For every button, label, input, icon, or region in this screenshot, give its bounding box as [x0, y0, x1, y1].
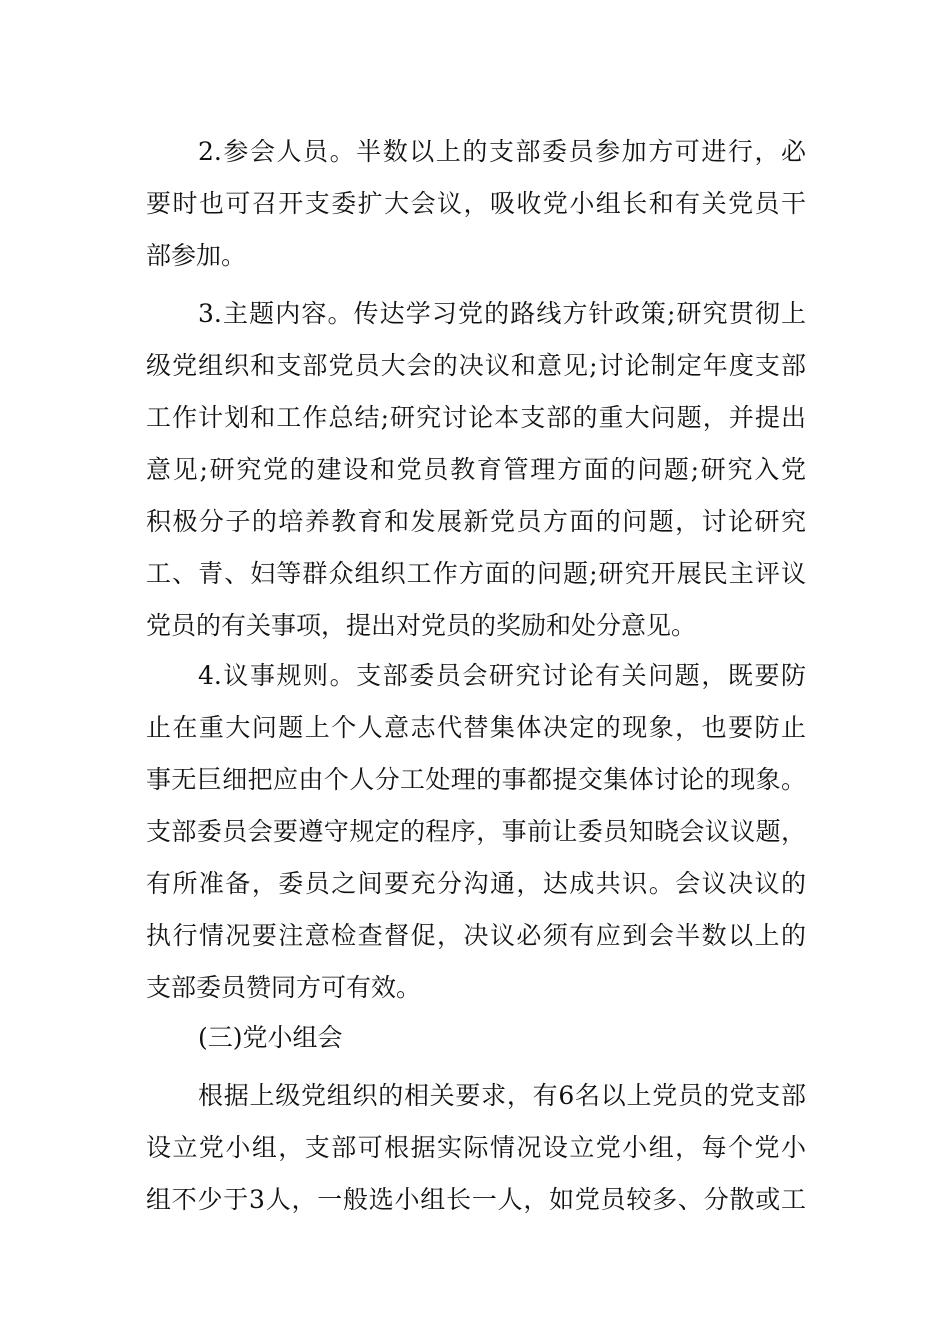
paragraph-line: 执行情况要注意检查督促，决议必须有应到会半数以上的 [146, 921, 806, 950]
paragraph-line: 工、青、妇等群众组织工作方面的问题;研究开展民主评议 [146, 559, 806, 588]
paragraph-line: 事无巨细把应由个人分工处理的事都提交集体讨论的现象。 [146, 765, 806, 794]
paragraph-line: 设立党小组，支部可根据实际情况设立党小组，每个党小 [146, 1133, 806, 1162]
paragraph-line: 要时也可召开支委扩大会议，吸收党小组长和有关党员干 [146, 189, 806, 218]
paragraph-line: 积极分子的培养教育和发展新党员方面的问题，讨论研究 [146, 507, 806, 536]
paragraph-line: 党员的有关事项，提出对党员的奖励和处分意见。 [146, 611, 697, 640]
paragraph-line: 部参加。 [146, 241, 247, 270]
paragraph-rules [146, 650, 806, 1014]
paragraph-line: 4.议事规则。支部委员会研究讨论有关问题，既要防 [198, 661, 806, 690]
paragraph-line: 支部委员会要遵守规定的程序，事前让委员知晓会议议题， [146, 817, 806, 846]
paragraph-line: 2.参会人员。半数以上的支部委员参加方可进行，必 [198, 137, 806, 166]
paragraph-line: 组不少于3人，一般选小组长一人，如党员较多、分散或工 [146, 1185, 806, 1214]
paragraph-line: 有所准备，委员之间要充分沟通，达成共识。会议决议的 [146, 869, 806, 898]
paragraph-line: 意见;研究党的建设和党员教育管理方面的问题;研究入党 [146, 455, 806, 484]
paragraph-attendees [146, 126, 806, 282]
section-heading: (三)党小组会 [198, 1023, 343, 1052]
paragraph-topics [146, 288, 806, 652]
paragraph-party-group [146, 1070, 806, 1226]
paragraph-line: 支部委员赞同方可有效。 [146, 973, 422, 1002]
paragraph-line: 级党组织和支部党员大会的决议和意见;讨论制定年度支部 [146, 351, 806, 380]
paragraph-line: 3.主题内容。传达学习党的路线方针政策;研究贯彻上 [198, 299, 806, 328]
paragraph-line: 根据上级党组织的相关要求，有6名以上党员的党支部 [198, 1081, 806, 1110]
paragraph-line: 工作计划和工作总结;研究讨论本支部的重大问题，并提出 [146, 403, 806, 432]
paragraph-line: 止在重大问题上个人意志代替集体决定的现象，也要防止 [146, 713, 806, 742]
